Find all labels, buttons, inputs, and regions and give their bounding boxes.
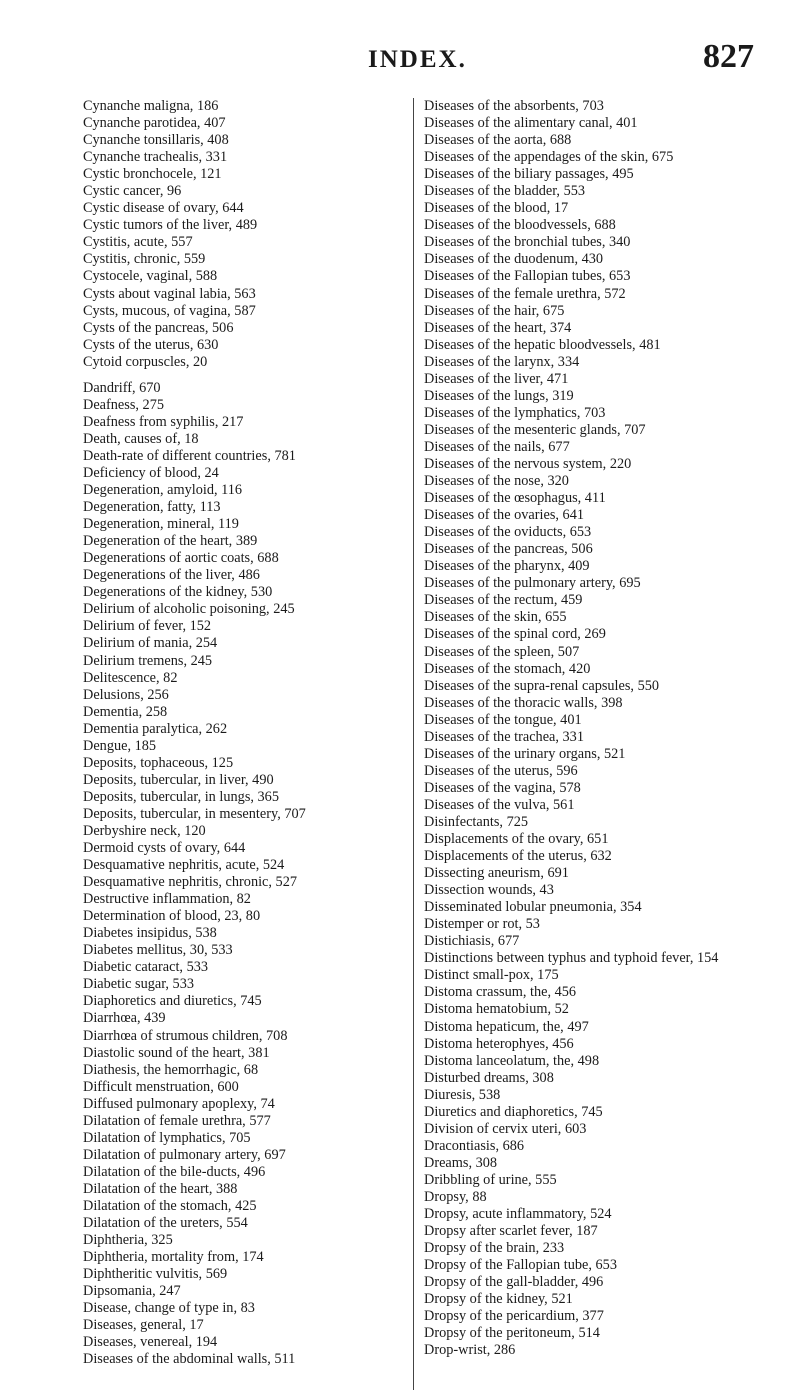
index-entry: Desquamative nephritis, chronic, 527 bbox=[83, 874, 297, 891]
index-entry: Diseases of the nervous system, 220 bbox=[424, 455, 632, 472]
index-entry: Diseases of the nails, 677 bbox=[424, 438, 570, 455]
index-entry: Dreams, 308 bbox=[424, 1154, 498, 1171]
index-entry: Diseases of the tongue, 401 bbox=[424, 711, 582, 728]
index-entry: Diseases of the bloodvessels, 688 bbox=[424, 217, 616, 234]
index-entry: Dracontiasis, 686 bbox=[424, 1137, 525, 1154]
index-entry: Deposits, tophaceous, 125 bbox=[83, 754, 234, 771]
index-entry: Dropsy of the Fallopian tube, 653 bbox=[424, 1257, 617, 1274]
index-entry: Diabetic sugar, 533 bbox=[83, 976, 194, 993]
index-entry: Death, causes of, 18 bbox=[83, 430, 199, 447]
running-header-title: INDEX. bbox=[368, 46, 467, 73]
index-entry: Dilatation of the stomach, 425 bbox=[83, 1198, 257, 1214]
index-entry: Delirium of alcoholic poisoning, 245 bbox=[83, 601, 295, 618]
index-entry: Cysts about vaginal labia, 563 bbox=[83, 285, 256, 302]
index-entry: Cytoid corpuscles, 20 bbox=[83, 353, 208, 370]
index-entry: Diseases of the ovaries, 641 bbox=[424, 507, 585, 524]
index-entry: Dementia paralytica, 262 bbox=[83, 720, 228, 737]
index-entry: Diseases of the œsophagus, 411 bbox=[424, 490, 606, 507]
index-entry: Diffused pulmonary apoplexy, 74 bbox=[83, 1095, 275, 1112]
index-entry: Cystic cancer, 96 bbox=[83, 183, 182, 200]
index-entry: Diseases of the urinary organs, 521 bbox=[424, 745, 626, 762]
index-entry: Cysts, mucous, of vagina, 587 bbox=[83, 302, 256, 319]
index-entry: Distinct small-pox, 175 bbox=[424, 967, 559, 984]
index-entry: Diseases of the larynx, 334 bbox=[424, 353, 580, 370]
index-entry: Diseases, venereal, 194 bbox=[83, 1334, 218, 1351]
index-entry: Disinfectants, 725 bbox=[424, 813, 529, 830]
index-entry: Diseases of the skin, 655 bbox=[424, 609, 567, 626]
index-entry: Deposits, tubercular, in liver, 490 bbox=[83, 771, 274, 788]
index-entry: Dilatation of the heart, 388 bbox=[83, 1180, 238, 1197]
index-entry: Diseases of the female urethra, 572 bbox=[424, 285, 626, 302]
index-entry: Diaphoretics and diuretics, 745 bbox=[83, 993, 262, 1010]
index-entry: Displacements of the ovary, 651 bbox=[424, 831, 609, 848]
index-entry: Death-rate of different countries, 781 bbox=[83, 447, 296, 464]
index-entry: Diseases of the oviducts, 653 bbox=[424, 524, 592, 541]
index-entry: Diseases of the mesenteric glands, 707 bbox=[424, 421, 646, 438]
index-entry: Diseases of the blood, 17 bbox=[424, 200, 569, 217]
index-entry: Disseminated lobular pneumonia, 354 bbox=[424, 899, 642, 916]
index-entry: Delirium tremens, 245 bbox=[83, 652, 213, 669]
index-entry: Distoma hematobium, 52 bbox=[424, 1001, 569, 1018]
index-entry: Cysts of the uterus, 630 bbox=[83, 336, 219, 353]
index-entry: Diseases of the heart, 374 bbox=[424, 319, 572, 336]
index-entry: Destructive inflammation, 82 bbox=[83, 891, 251, 908]
index-entry: Displacements of the uterus, 632 bbox=[424, 848, 612, 865]
index-entry: Diseases of the aorta, 688 bbox=[424, 132, 572, 149]
page-number: 827 bbox=[703, 38, 754, 75]
index-entry: Diabetic cataract, 533 bbox=[83, 959, 209, 976]
index-entry: Dropsy, acute inflammatory, 524 bbox=[424, 1206, 612, 1223]
index-entry: Diphtheritic vulvitis, 569 bbox=[83, 1266, 228, 1283]
index-entry: Diseases of the hepatic bloodvessels, 481 bbox=[424, 336, 661, 353]
index-entry: Dropsy, 88 bbox=[424, 1189, 487, 1205]
index-entry: Diseases of the bladder, 553 bbox=[424, 183, 586, 200]
index-entry: Cysts of the pancreas, 506 bbox=[83, 319, 234, 336]
index-entry: Deafness, 275 bbox=[83, 396, 164, 413]
column-divider bbox=[413, 98, 414, 1390]
index-entry: Diseases of the rectum, 459 bbox=[424, 592, 583, 609]
index-entry: Degeneration, amyloid, 116 bbox=[83, 482, 243, 499]
index-entry: Diabetes mellitus, 30, 533 bbox=[83, 942, 233, 959]
index-entry: Dermoid cysts of ovary, 644 bbox=[83, 840, 246, 857]
index-entry: Dribbling of urine, 555 bbox=[424, 1171, 557, 1188]
index-entry: Cystic tumors of the liver, 489 bbox=[83, 217, 258, 234]
index-entry: Cynanche parotidea, 407 bbox=[83, 115, 226, 132]
index-entry: Diseases of the vulva, 561 bbox=[424, 796, 575, 813]
index-entry: Dropsy of the kidney, 521 bbox=[424, 1291, 573, 1308]
index-entry: Cystic bronchocele, 121 bbox=[83, 166, 222, 183]
index-entry: Diseases of the liver, 471 bbox=[424, 370, 569, 387]
index-entry: Derbyshire neck, 120 bbox=[83, 822, 206, 839]
index-entry: Cystocele, vaginal, 588 bbox=[83, 268, 218, 285]
index-entry: Degeneration, mineral, 119 bbox=[83, 516, 239, 533]
index-entry: Diseases of the abdominal walls, 511 bbox=[83, 1351, 296, 1368]
index-entry: Determination of blood, 23, 80 bbox=[83, 908, 261, 925]
index-entry: Diseases of the nose, 320 bbox=[424, 473, 569, 490]
index-entry: Deafness from syphilis, 217 bbox=[83, 413, 244, 430]
index-entry: Desquamative nephritis, acute, 524 bbox=[83, 857, 285, 874]
index-entry: Dengue, 185 bbox=[83, 737, 157, 754]
index-entry: Dilatation of pulmonary artery, 697 bbox=[83, 1146, 286, 1163]
index-entry: Division of cervix uteri, 603 bbox=[424, 1120, 587, 1137]
index-entry: Dropsy of the pericardium, 377 bbox=[424, 1308, 604, 1325]
index-entry: Diathesis, the hemorrhagic, 68 bbox=[83, 1061, 259, 1078]
index-entry: Dementia, 258 bbox=[83, 703, 168, 720]
index-entry: Dropsy after scarlet fever, 187 bbox=[424, 1223, 598, 1240]
index-entry: Degeneration of the heart, 389 bbox=[83, 533, 258, 550]
index-entry: Diseases of the pharynx, 409 bbox=[424, 558, 590, 575]
index-entry: Dilatation of the bile-ducts, 496 bbox=[83, 1163, 266, 1180]
index-entry: Diseases of the hair, 675 bbox=[424, 302, 565, 319]
index-entry: Distoma hepaticum, the, 497 bbox=[424, 1018, 589, 1035]
index-entry: Diarrhœa, 439 bbox=[83, 1010, 166, 1027]
index-entry: Dropsy of the gall-bladder, 496 bbox=[424, 1274, 604, 1291]
index-entry: Degeneration, fatty, 113 bbox=[83, 499, 221, 516]
index-entry: Dissection wounds, 43 bbox=[424, 882, 554, 899]
index-entry: Diseases, general, 17 bbox=[83, 1317, 204, 1334]
index-entry: Delusions, 256 bbox=[83, 686, 169, 703]
index-entry: Diseases of the lungs, 319 bbox=[424, 387, 574, 404]
index-entry: Diseases of the pulmonary artery, 695 bbox=[424, 575, 641, 592]
index-entry: Diastolic sound of the heart, 381 bbox=[83, 1044, 270, 1061]
index-entry: Distichiasis, 677 bbox=[424, 933, 520, 950]
index-column-left bbox=[83, 98, 408, 1368]
index-entry: Dilatation of the ureters, 554 bbox=[83, 1215, 248, 1232]
index-entry: Distoma lanceolatum, the, 498 bbox=[424, 1052, 600, 1069]
index-entry: Diuresis, 538 bbox=[424, 1086, 501, 1103]
index-entry: Diseases of the lymphatics, 703 bbox=[424, 404, 606, 421]
index-entry: Delirium of mania, 254 bbox=[83, 635, 218, 652]
index-entry: Diseases of the spinal cord, 269 bbox=[424, 626, 606, 643]
index-entry: Dilatation of female urethra, 577 bbox=[83, 1112, 271, 1129]
index-entry: Diseases of the trachea, 331 bbox=[424, 728, 584, 745]
index-entry: Distoma heterophyes, 456 bbox=[424, 1035, 574, 1052]
index-entry: Diseases of the supra-renal capsules, 550 bbox=[424, 677, 660, 694]
index-entry: Distinctions between typhus and typhoid fever, 154 bbox=[424, 950, 719, 967]
index-entry: Cynanche trachealis, 331 bbox=[83, 149, 228, 166]
index-entry: Cynanche tonsillaris, 408 bbox=[83, 132, 229, 149]
index-entry: Disease, change of type in, 83 bbox=[83, 1300, 255, 1317]
index-entry: Diseases of the biliary passages, 495 bbox=[424, 166, 634, 183]
index-entry: Diseases of the stomach, 420 bbox=[424, 660, 591, 677]
index-entry: Diuretics and diaphoretics, 745 bbox=[424, 1103, 603, 1120]
index-entry: Diseases of the spleen, 507 bbox=[424, 643, 580, 660]
index-entry: Drop-wrist, 286 bbox=[424, 1342, 516, 1359]
index-entry: Diseases of the pancreas, 506 bbox=[424, 541, 593, 558]
index-entry: Cystitis, chronic, 559 bbox=[83, 251, 206, 268]
index-entry: Dropsy of the peritoneum, 514 bbox=[424, 1325, 600, 1342]
index-entry: Degenerations of aortic coats, 688 bbox=[83, 550, 279, 567]
index-entry: Diarrhœa of strumous children, 708 bbox=[83, 1027, 288, 1044]
index-entry: Degenerations of the kidney, 530 bbox=[83, 584, 273, 601]
index-entry: Cystitis, acute, 557 bbox=[83, 234, 193, 251]
index-entry: Delitescence, 82 bbox=[83, 669, 178, 686]
index-entry: Distemper or rot, 53 bbox=[424, 916, 540, 933]
index-entry: Cystic disease of ovary, 644 bbox=[83, 200, 244, 217]
index-entry: Diseases of the vagina, 578 bbox=[424, 779, 581, 796]
index-entry: Dandriff, 670 bbox=[83, 379, 161, 396]
index-entry: Diseases of the absorbents, 703 bbox=[424, 98, 604, 114]
index-entry: Dipsomania, 247 bbox=[83, 1283, 181, 1300]
index-entry: Diseases of the duodenum, 430 bbox=[424, 251, 604, 268]
index-entry: Difficult menstruation, 600 bbox=[83, 1078, 239, 1095]
index-entry: Cynanche maligna, 186 bbox=[83, 98, 219, 114]
index-entry: Disturbed dreams, 308 bbox=[424, 1069, 554, 1086]
index-entry: Diseases of the appendages of the skin, 675 bbox=[424, 149, 674, 166]
index-entry: Dropsy of the brain, 233 bbox=[424, 1240, 565, 1257]
index-entry: Diseases of the thoracic walls, 398 bbox=[424, 694, 623, 711]
index-entry: Diphtheria, mortality from, 174 bbox=[83, 1249, 264, 1266]
index-entry: Dissecting aneurism, 691 bbox=[424, 865, 569, 882]
index-entry: Deficiency of blood, 24 bbox=[83, 464, 219, 481]
index-column-right bbox=[424, 98, 794, 1359]
index-entry: Degenerations of the liver, 486 bbox=[83, 567, 260, 584]
index-entry: Diphtheria, 325 bbox=[83, 1232, 173, 1249]
index-entry: Dilatation of lymphatics, 705 bbox=[83, 1129, 251, 1146]
index-entry: Diseases of the bronchial tubes, 340 bbox=[424, 234, 631, 251]
index-entry: Deposits, tubercular, in mesentery, 707 bbox=[83, 805, 306, 822]
index-entry: Diseases of the uterus, 596 bbox=[424, 762, 578, 779]
index-entry: Deposits, tubercular, in lungs, 365 bbox=[83, 788, 279, 805]
index-entry: Delirium of fever, 152 bbox=[83, 618, 212, 635]
index-entry: Diabetes insipidus, 538 bbox=[83, 925, 217, 942]
index-entry: Distoma crassum, the, 456 bbox=[424, 984, 577, 1001]
index-entry: Diseases of the alimentary canal, 401 bbox=[424, 115, 638, 132]
index-entry: Diseases of the Fallopian tubes, 653 bbox=[424, 268, 631, 285]
